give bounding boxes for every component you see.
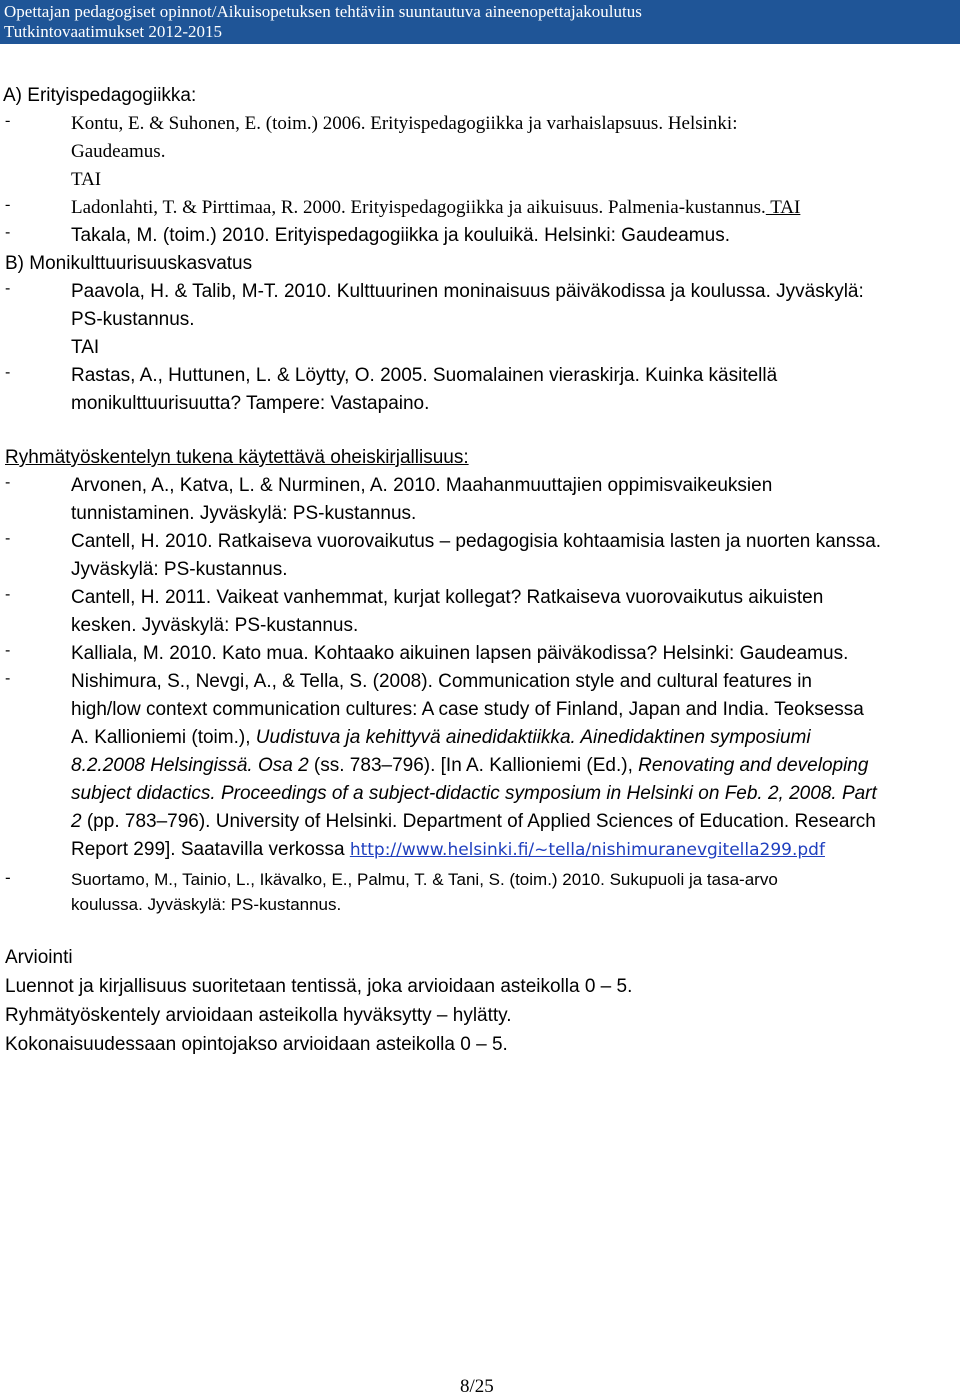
group-reading-title: Ryhmätyöskentelyn tukena käytettävä oheiskirjallisuus:	[5, 447, 469, 468]
ref-cantell2011-line2: kesken. Jyväskylä: PS-kustannus.	[71, 615, 359, 636]
assessment-line3: Kokonaisuudessaan opintojakso arvioidaan asteikolla 0 – 5.	[5, 1034, 508, 1055]
bullet-dash: -	[5, 474, 11, 491]
section-b-title: B) Monikulttuurisuuskasvatus	[5, 253, 253, 274]
assessment-title: Arviointi	[5, 947, 73, 968]
ref-takala: Takala, M. (toim.) 2010. Erityispedagogiikka ja kouluikä. Helsinki: Gaudeamus.	[71, 225, 730, 246]
bullet-dash: -	[5, 670, 11, 687]
ref-ladonlahti-text: Ladonlahti, T. & Pirttimaa, R. 2000. Erityispedagogiikka ja aikuisuus. Palmenia-kustannus.	[71, 197, 766, 218]
ref-arvonen-line2: tunnistaminen. Jyväskylä: PS-kustannus.	[71, 503, 417, 524]
ref-suortamo-line2: koulussa. Jyväskylä: PS-kustannus.	[71, 895, 342, 914]
header-program-title: Opettajan pedagogiset opinnot/Aikuisopetuksen tehtäviin suuntautuva aineenopettajakoulutus	[4, 2, 642, 21]
bullet-dash: -	[5, 280, 11, 297]
or-label: TAI	[765, 197, 801, 218]
ref-cantell2010-line2: Jyväskylä: PS-kustannus.	[71, 559, 288, 580]
ref-nishimura-line7	[71, 838, 825, 862]
bullet-dash: -	[5, 224, 11, 241]
ref-nishimura-available: Report 299]. Saatavilla verkossa	[71, 839, 350, 860]
ref-nishimura-book-title-cont: 8.2.2008 Helsingissä. Osa 2	[71, 755, 309, 776]
ref-nishimura-line5: subject didactics. Proceedings of a subject-didactic symposium in Helsinki on Feb. 2, 2008. Part	[71, 783, 877, 804]
assessment-line1: Luennot ja kirjallisuus suoritetaan tentissä, joka arvioidaan asteikolla 0 – 5.	[5, 976, 633, 997]
ref-rastas-line2: monikulttuurisuutta? Tampere: Vastapaino.	[71, 393, 430, 414]
ref-kontu-line2: Gaudeamus.	[71, 141, 166, 162]
bullet-dash: -	[5, 868, 11, 887]
bullet-dash: -	[5, 196, 11, 213]
ref-cantell2010-line1: Cantell, H. 2010. Ratkaiseva vuorovaikutus – pedagogisia kohtaamisia lasten ja nuorten kanssa.	[71, 531, 882, 552]
ref-nishimura-line6	[71, 810, 876, 834]
ref-kontu-line1: Kontu, E. & Suhonen, E. (toim.) 2006. Erityispedagogiikka ja varhaislapsuus. Helsinki:	[71, 113, 738, 134]
ref-kalliala: Kalliala, M. 2010. Kato mua. Kohtaako aikuinen lapsen päiväkodissa? Helsinki: Gaudeamus.	[71, 643, 849, 664]
ref-paavola-line2: PS-kustannus.	[71, 309, 195, 330]
ref-ladonlahti	[71, 196, 800, 220]
or-label: TAI	[71, 337, 100, 358]
or-label: TAI	[71, 169, 102, 190]
section-a-title: A) Erityispedagogiikka:	[3, 85, 197, 106]
ref-nishimura-line2: high/low context communication cultures: A case study of Finland, Japan and India. Teoksessa	[71, 699, 864, 720]
page-number: 8/25	[460, 1376, 494, 1397]
ref-rastas-line1: Rastas, A., Huttunen, L. & Löytty, O. 2005. Suomalainen vieraskirja. Kuinka käsitellä	[71, 365, 778, 386]
nishimura-pdf-link[interactable]: http://www.helsinki.fi/~tella/nishimuranevgitella299.pdf	[349, 840, 825, 860]
bullet-dash: -	[5, 642, 11, 659]
ref-arvonen-line1: Arvonen, A., Katva, L. & Nurminen, A. 2010. Maahanmuuttajien oppimisvaikeuksien	[71, 475, 773, 496]
bullet-dash: -	[5, 586, 11, 603]
ref-nishimura-pages: (ss. 783–796). [In A. Kallioniemi (Ed.),	[308, 755, 639, 776]
assessment-line2: Ryhmätyöskentely arvioidaan asteikolla hyväksytty – hylätty.	[5, 1005, 512, 1026]
ref-paavola-line1: Paavola, H. & Talib, M-T. 2010. Kulttuurinen moninaisuus päiväkodissa ja koulussa. Jyväskylä:	[71, 281, 864, 302]
document-header	[0, 0, 960, 44]
bullet-dash: -	[5, 364, 11, 381]
ref-suortamo-line1: Suortamo, M., Tainio, L., Ikävalko, E., Palmu, T. & Tani, S. (toim.) 2010. Sukupuoli ja tasa-arvo	[71, 870, 778, 889]
ref-nishimura-en-title: Renovating and developing	[638, 755, 869, 776]
ref-nishimura-editor: A. Kallioniemi (toim.),	[71, 727, 256, 748]
ref-cantell2011-line1: Cantell, H. 2011. Vaikeat vanhemmat, kurjat kollegat? Ratkaiseva vuorovaikutus aikuisten	[71, 587, 824, 608]
ref-nishimura-line1: Nishimura, S., Nevgi, A., & Tella, S. (2008). Communication style and cultural features in	[71, 671, 812, 692]
ref-nishimura-part: 2	[71, 811, 82, 832]
ref-nishimura-book-title: Uudistuva ja kehittyvä ainedidaktiikka. Ainedidaktinen symposiumi	[255, 727, 811, 748]
bullet-dash: -	[5, 112, 11, 129]
ref-nishimura-line3	[71, 726, 811, 750]
bullet-dash: -	[5, 530, 11, 547]
ref-nishimura-publisher: (pp. 783–796). University of Helsinki. Department of Applied Sciences of Education. Research	[81, 811, 876, 832]
header-curriculum-years: Tutkintovaatimukset 2012-2015	[4, 22, 223, 41]
ref-nishimura-line4	[71, 754, 868, 778]
